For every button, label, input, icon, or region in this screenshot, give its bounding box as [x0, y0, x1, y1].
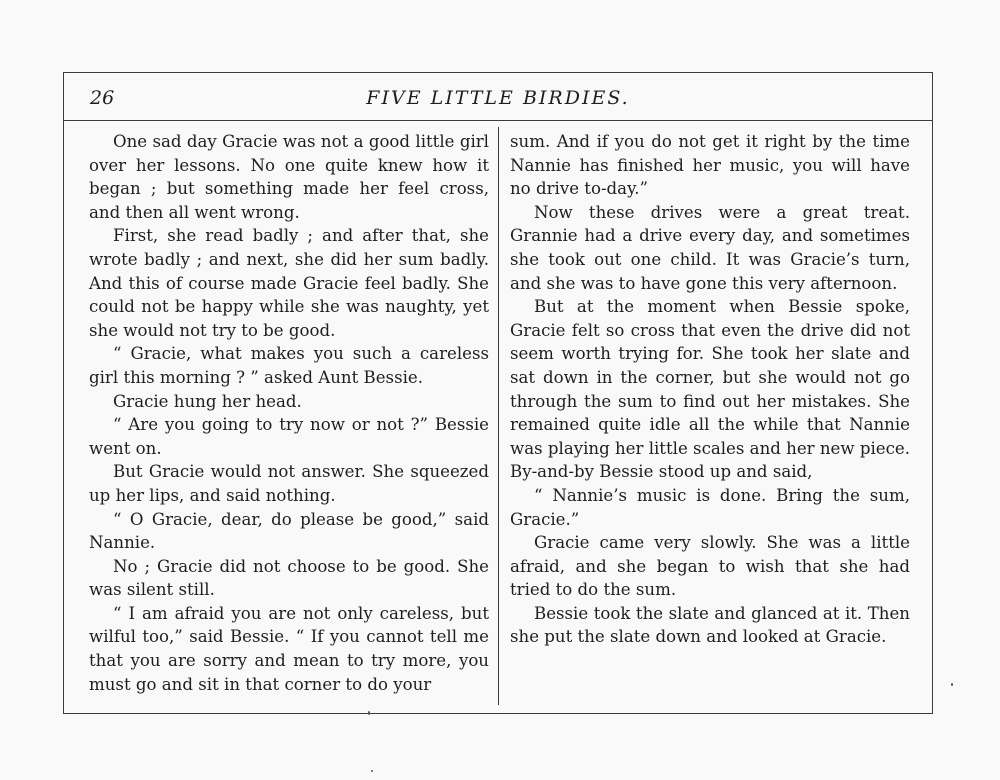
running-title: FIVE LITTLE BIRDIES.: [366, 87, 630, 109]
paragraph: “ Nannie’s music is done. Bring the sum, Gracie.”: [510, 485, 910, 529]
left-column: [89, 130, 489, 696]
page-frame: [63, 72, 933, 714]
paper-speck: [368, 711, 370, 715]
paper-speck: [951, 683, 953, 686]
paragraph: One sad day Gracie was not a good little girl over her lessons. No one quite knew how it began ; but something made her feel cross, and then all went wrong.: [89, 132, 489, 222]
page-number: 26: [90, 87, 115, 109]
paragraph: Bessie took the slate and glanced at it. Then she put the slate down and looked at Gracie.: [510, 603, 910, 647]
paragraph: Now these drives were a great treat. Grannie had a drive every day, and sometimes she took out one child. It was Gracie’s turn, and she was to have gone this very afternoon.: [510, 202, 910, 293]
paragraph: No ; Gracie did not choose to be good. She was silent still.: [89, 556, 489, 600]
paragraph: “ Gracie, what makes you such a careless girl this morning ? ” asked Aunt Bessie.: [89, 344, 489, 387]
paragraph: “ Are you going to try now or not ?” Bessie went on.: [89, 415, 489, 458]
paragraph: sum. And if you do not get it right by the time Nannie has finished her music, you will have no drive to-day.”: [510, 132, 910, 199]
header-rule: [64, 120, 932, 121]
paragraph: “ I am afraid you are not only careless, but wilful too,” said Bessie. “ If you cannot tell me that you are sorry and mean to try more, you must go and sit in that corner to do your: [89, 603, 489, 694]
right-column: [510, 130, 910, 649]
paragraph: But at the moment when Bessie spoke, Gracie felt so cross that even the drive did not seem worth trying for. She took her slate and sat down in the corner, but she would not go through the sum to find out her mistakes. She remained quite idle all the while that Nannie was playing her little scales and her new piece. By-and-by Bessie stood up and said,: [510, 297, 910, 482]
paragraph: But Gracie would not answer. She squeezed up her lips, and said nothing.: [89, 462, 489, 505]
paragraph: Gracie came very slowly. She was a little afraid, and she began to wish that she had tried to do the sum.: [510, 533, 910, 600]
paragraph: Gracie hung her head.: [113, 391, 302, 411]
paragraph: “ O Gracie, dear, do please be good,” said Nannie.: [89, 509, 489, 553]
paragraph: First, she read badly ; and after that, she wrote badly ; and next, she did her sum badly. And this of course made Gracie feel badly. She could not be happy while she was naughty, yet she would not try to be good.: [89, 226, 489, 340]
column-divider: [498, 127, 499, 705]
paper-speck: [371, 770, 373, 772]
